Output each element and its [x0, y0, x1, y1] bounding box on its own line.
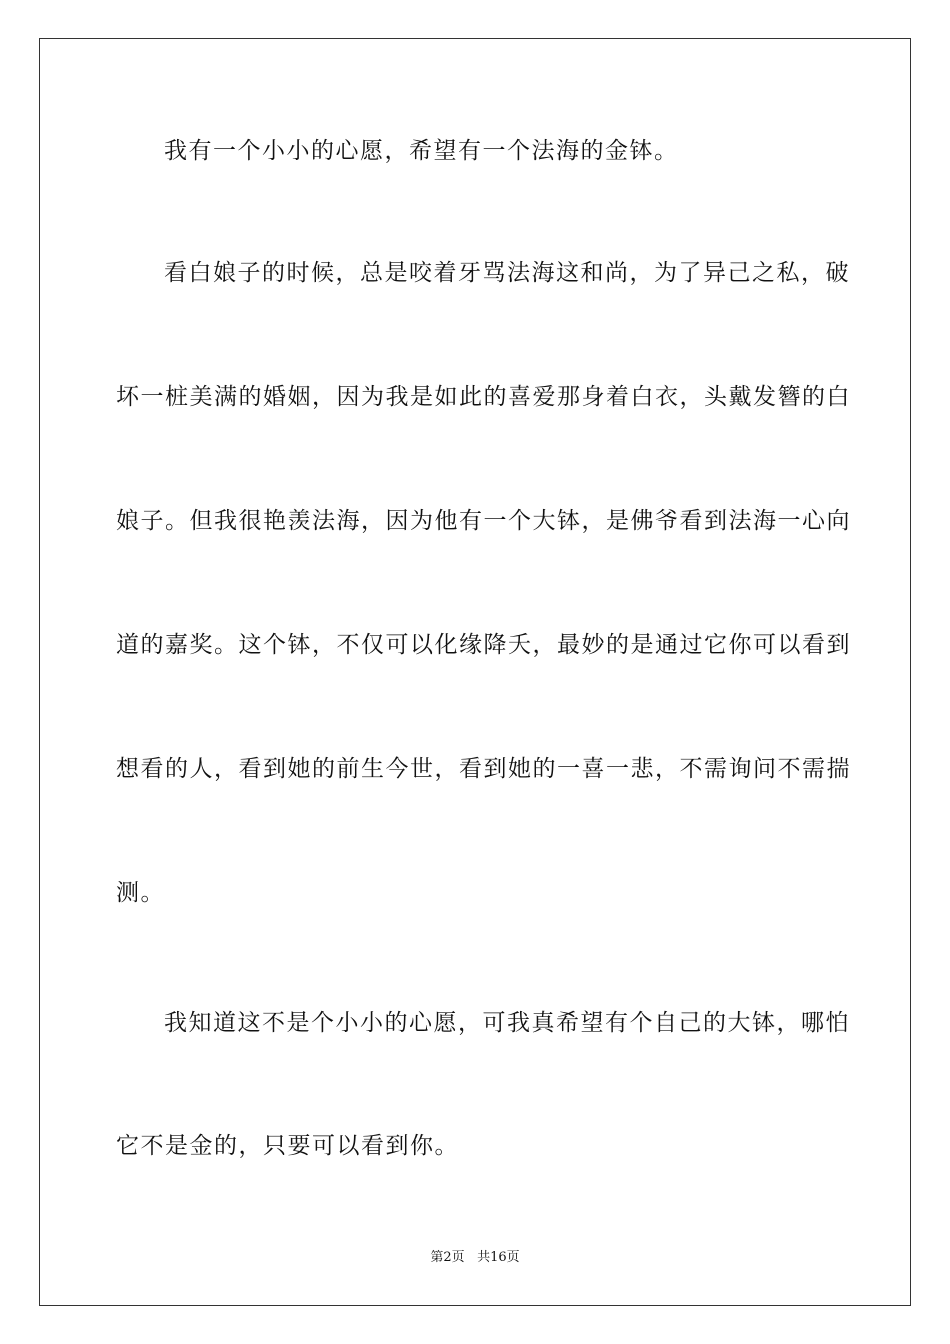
paragraph-3-line-2: 它不是金的，只要可以看到你。: [116, 1133, 459, 1159]
paragraph-2-line-6: 测。: [116, 880, 165, 906]
paragraph-3-line-1: 我知道这不是个小小的心愿，可我真希望有个自己的大钵，哪怕: [164, 1010, 850, 1036]
paragraph-2-line-5: 想看的人，看到她的前生今世，看到她的一喜一悲，不需询问不需揣: [116, 756, 851, 782]
paragraph-1-line-1: 我有一个小小的心愿，希望有一个法海的金钵。: [164, 138, 679, 164]
paragraph-2-line-3: 娘子。但我很艳羡法海，因为他有一个大钵，是佛爷看到法海一心向: [116, 508, 851, 534]
total-pages: 共16页: [477, 1250, 520, 1265]
paragraph-2-line-1: 看白娘子的时候，总是咬着牙骂法海这和尚，为了异己之私，破: [164, 260, 850, 286]
page-footer: [0, 1246, 950, 1265]
paragraph-2-line-4: 道的嘉奖。这个钵，不仅可以化缘降夭，最妙的是通过它你可以看到: [116, 632, 851, 658]
paragraph-2-line-2: 坏一桩美满的婚姻，因为我是如此的喜爱那身着白衣，头戴发簪的白: [116, 384, 851, 410]
page-number: 第2页: [430, 1250, 465, 1265]
page-frame: [39, 38, 911, 1306]
